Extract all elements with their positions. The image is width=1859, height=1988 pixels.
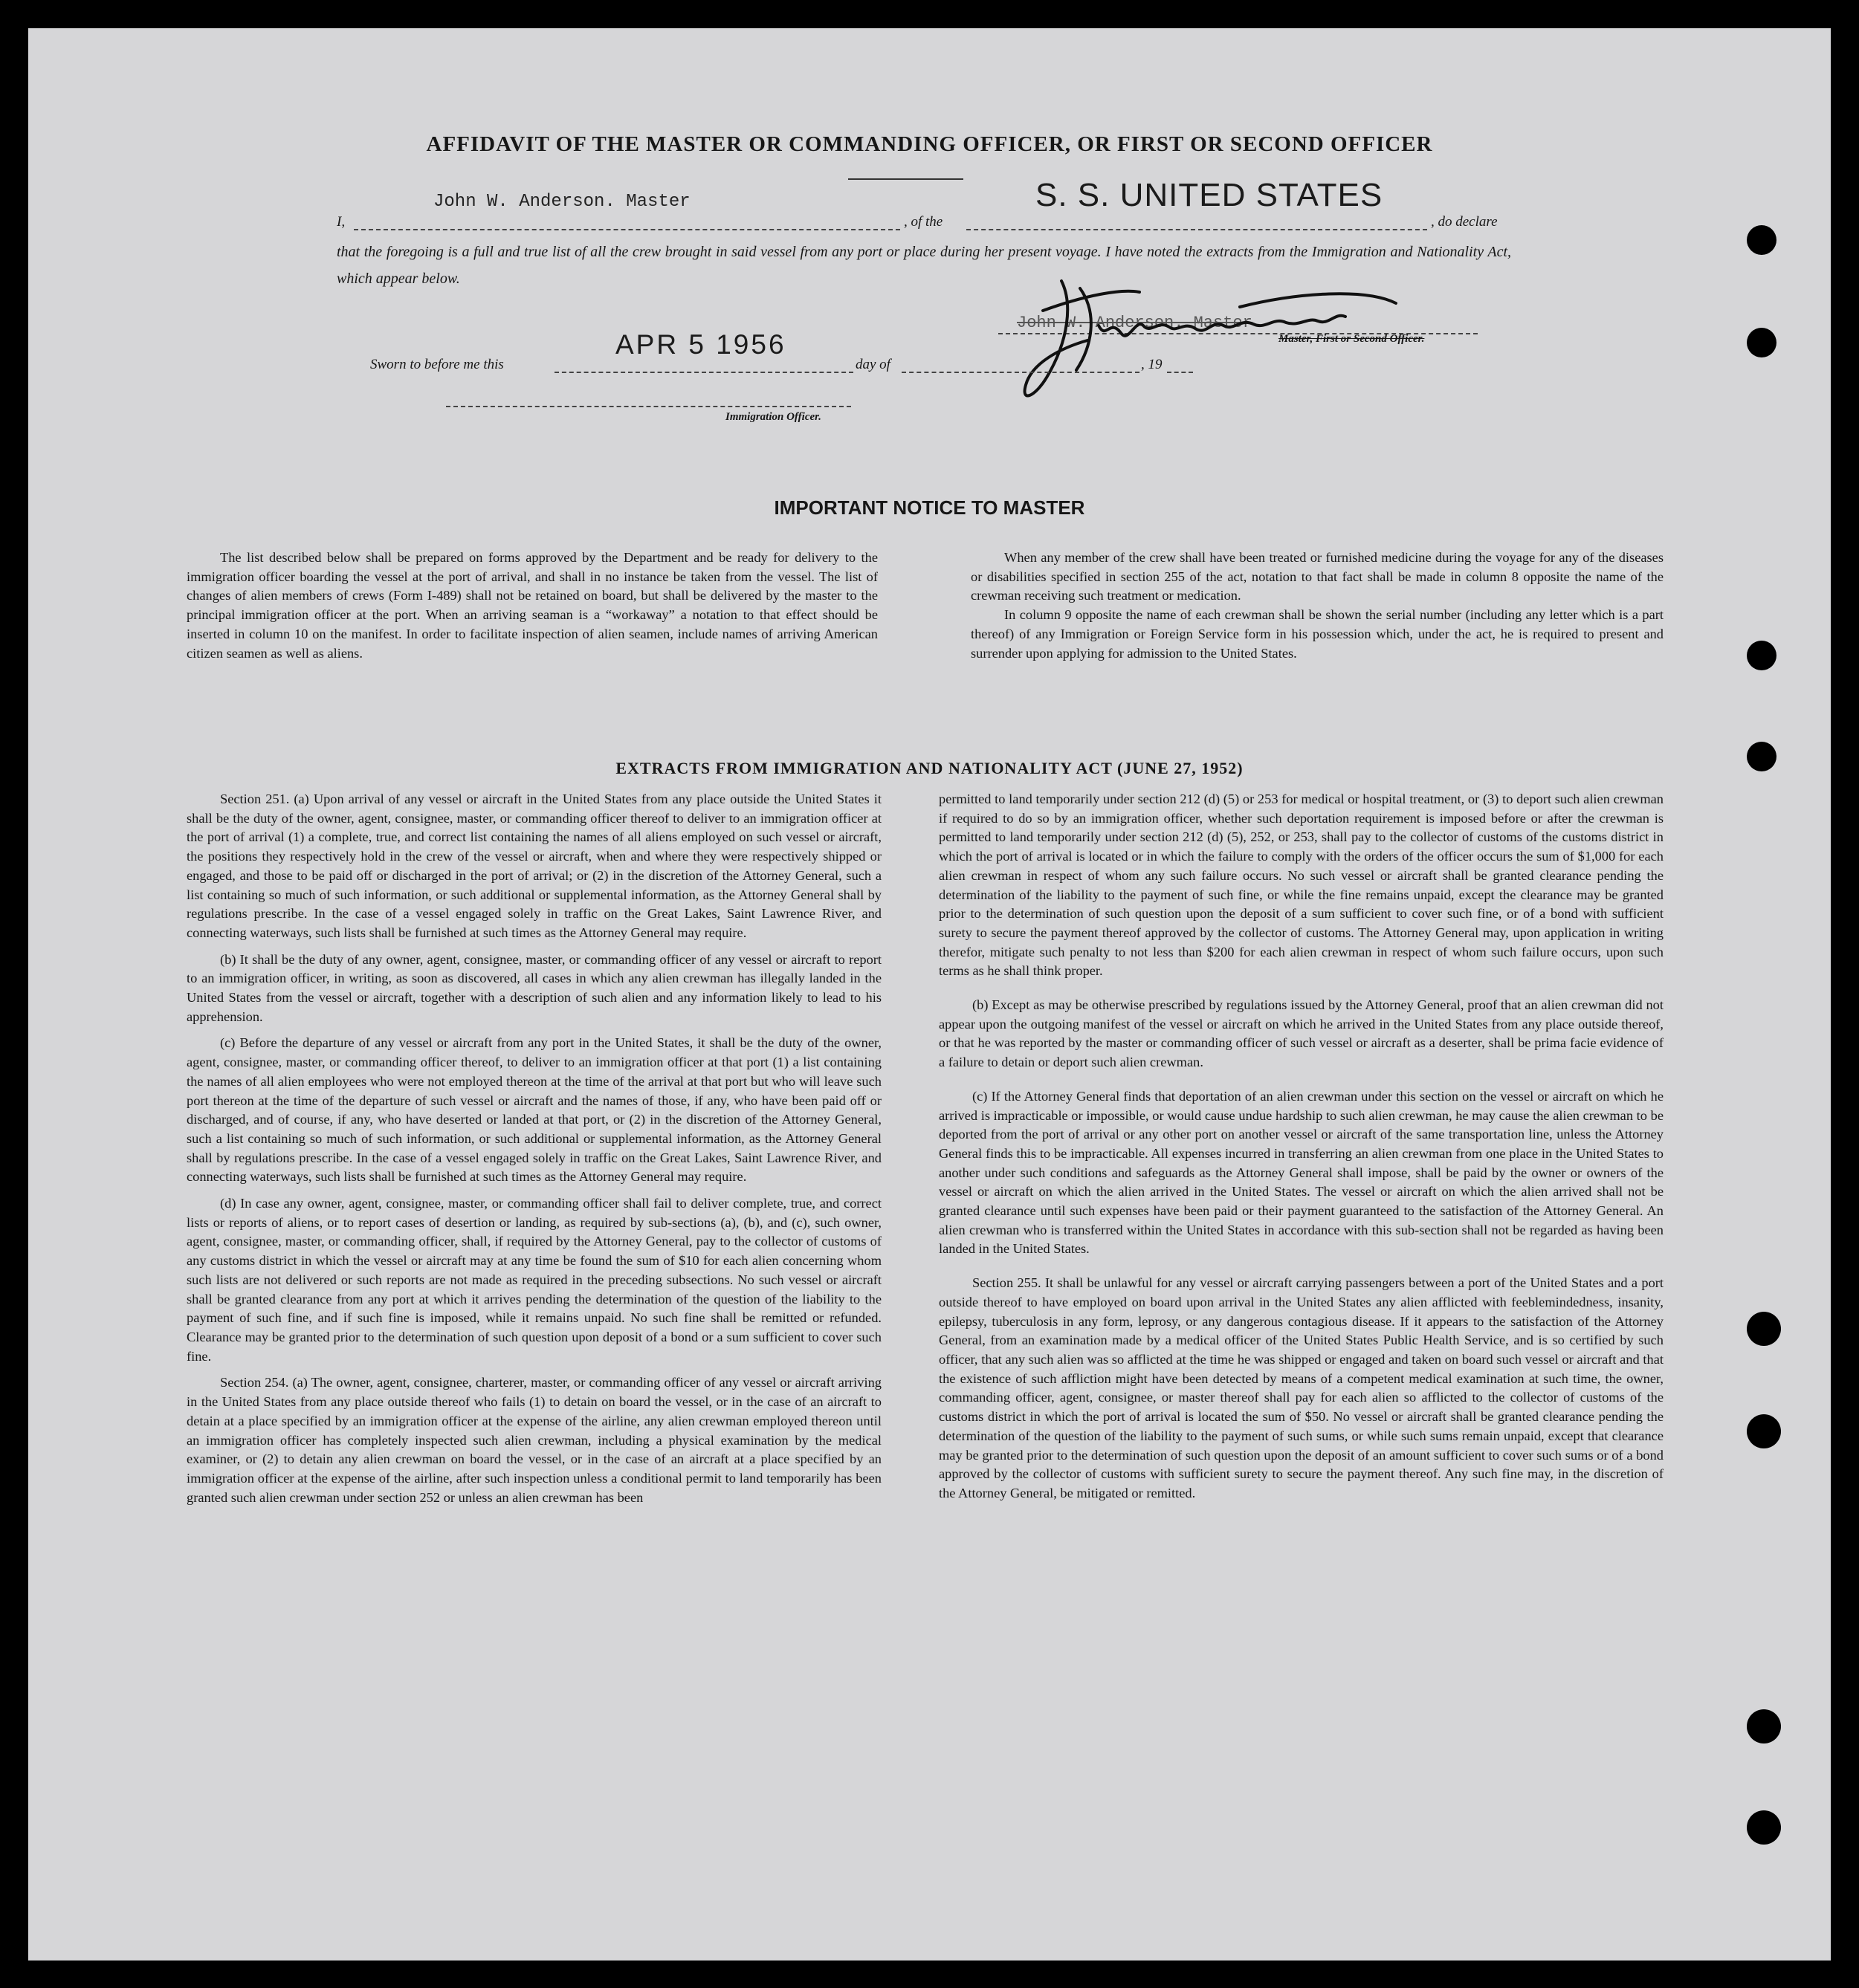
document-page: [28, 28, 1831, 1961]
title-underline: [848, 178, 963, 180]
section-255: Section 255. It shall be unlawful for any vessel or aircraft carrying passengers between a port of the United States and a port outside thereof to have employed on board upon arrival in the United States any alien afflicted with feeblemindedness, insanity, epilepsy, tuberculosis in any form, leprosy, or any dangerous contagious disease. If it appears to the satisfaction of the Attorney General, from an examination made by a medical officer of the United States Public Health Service, and is so certified by such officer, that any such alien was so afflicted at the time he was shipped or engaged and taken on board such vessel or aircraft and that the existence of such affliction might have been detected by means of a competent medical examination at such time, the owner, commanding officer, agent, consignee, or master thereof shall pay for each alien so afflicted to the collector of customs of the customs district in which the port of arrival is located the sum of $50. No vessel or aircraft shall be granted clearance pending the determination of the question of the liability to the payment of such sums, or while such sums remain unpaid, except that clearance may be granted prior to the determination of such question upon the deposit of an amount sufficient to cover such sums or of a bond approved by the collector of customs with sufficient surety to secure the payment thereof. Any such fine may, in the discretion of the Attorney General, be mitigated or remitted.: [939, 1275, 1664, 1500]
section-251-b: (b) It shall be the duty of any owner, agent, consignee, master, or commanding officer of any vessel or aircraft to report to an immigration officer, in writing, as soon as discovered, all cases in which any alien crewman has illegally landed in the United States from the vessel or aircraft, together with a description of such alien and any information likely to lead to his apprehension.: [187, 951, 882, 1024]
extracts-title: EXTRACTS FROM IMMIGRATION AND NATIONALITY ACT (JUNE 27, 1952): [615, 759, 1244, 777]
declaration-text: that the foregoing is a full and true list of all the crew brought in said vessel from any port or place during her present voyage. I have noted the extracts from the Immigration and Nationality Act, which appear below.: [337, 244, 1511, 287]
day-of-label: day of: [856, 357, 890, 372]
date-stamp: APR 5 1956: [615, 329, 786, 360]
binder-hole: [1747, 1709, 1781, 1743]
binder-hole: [1747, 1312, 1781, 1346]
binder-hole: [1747, 1414, 1781, 1448]
vessel-blank-line: [966, 229, 1427, 230]
binder-hole: [1747, 1810, 1781, 1845]
binder-hole: [1747, 225, 1776, 255]
handwritten-signature: [1017, 273, 1403, 437]
extracts-right-column: [939, 790, 1664, 1511]
section-254-a-continued: permitted to land temporarily under section 212 (d) (5) or 253 for medical or hospital treatment, or (3) to deport such alien crewman if required to do so by an immigration officer, whether such deportation requirement is imposed before or after the crewman is permitted to land temporarily under section 212 (d) (5), 252, or 253, shall pay to the collector of customs of the customs district in which the port of arrival is located or in which the failure to comply with the orders of the officer occurs the sum of $1,000 for each alien crewman in respect of whom any such failure occurs. No such vessel or aircraft shall be granted clearance pending the determination of the liability to the payment of such fine, or while the fine remains unpaid, except the clearance may be granted prior to the determination of such question upon the deposit of a sum sufficient to cover such fine, or of a bond with sufficient surety to secure the payment thereof approved by the collector of customs. The Attorney General may, upon application in writing therefor, mitigate such penalty to not less than $200 for each alien crewman in respect of whom such failure occurs, upon such terms as he shall think proper.: [939, 791, 1664, 979]
binder-hole: [1747, 641, 1776, 670]
section-251-c: (c) Before the departure of any vessel or aircraft from any port in the United States, it shall be the duty of the owner, agent, consignee, master, or commanding officer thereof, to deliver to an immigration officer at that port (1) a list containing the names of all alien employees who were not employed thereon at the time of the arrival at that port but who will leave such port thereon at the time of the departure of such vessel or aircraft and the names of those, if any, who have been paid off or discharged, and of course, if any, who have deserted or landed at that port, or (2) in the discretion of the Attorney General, such a list containing so much of such information, or such additional or supplemental information, as the Attorney General shall by regulations prescribe. In the case of a vessel engaged solely in traffic on the Great Lakes, Saint Lawrence River, and connecting waterways, such lists shall be furnished at such times as the Attorney General may require.: [187, 1035, 882, 1185]
section-254-b: (b) Except as may be otherwise prescribed by regulations issued by the Attorney General, proof that an alien crewman did not appear upon the outgoing manifest of the vessel or aircraft on which he arrived in the United States from any place outside thereof, or that he was reported by the master or commanding officer of such vessel or aircraft as a deserter, shall be prima facie evidence of a failure to detain or deport such alien crewman.: [939, 997, 1664, 1070]
i-label: I,: [337, 214, 346, 230]
notice-right-paragraph-2: In column 9 opposite the name of each crewman shall be shown the serial number (including any letter which is a part thereof) of any Immigration or Foreign Service form in his possession which, under the act, he is required to present and surrender upon applying for admission to the United States.: [971, 607, 1664, 661]
sworn-date-line: [555, 372, 853, 373]
master-name-field: John W. Anderson. Master: [433, 192, 691, 212]
year-label: , 19: [1141, 357, 1163, 372]
binder-hole: [1747, 742, 1776, 771]
binder-hole: [1747, 328, 1776, 357]
sworn-label: Sworn to before me this: [370, 357, 504, 372]
notice-right-paragraph-1: When any member of the crew shall have been treated or furnished medicine during the voyage for any of the diseases or disabilities specified in section 255 of the act, notation to that fact shall be made in column 8 opposite the name of the crewman receiving such treatment or medication.: [971, 550, 1664, 603]
vessel-name-stamp: S. S. UNITED STATES: [1035, 177, 1383, 213]
day-of-line: [902, 372, 1139, 373]
year-line: [1167, 372, 1193, 373]
notice-right-column: [971, 548, 1664, 670]
section-251-d: (d) In case any owner, agent, consignee, master, or commanding officer shall fail to deliver complete, true, and correct lists or reports of aliens, or to report cases of desertion or landing, as required by sub-sections (a), (b), and (c), such owner, agent, consignee, master, or commanding officer, shall, if required by the Attorney General, pay to the collector of customs of any customs district in which the vessel or aircraft may at any time be found the sum of $10 for each alien concerning whom such lists are not delivered or such reports are not made as required in the preceding subsections. No such vessel or aircraft shall be granted clearance from any port at which it arrives pending the determination of the question of the liability to the payment of such fine, and if such fine is imposed, while it remains unpaid. No such fine shall be remitted or refunded. Clearance may be granted prior to the determination of such question upon deposit of a bond or a sum sufficient to cover such fine.: [187, 1196, 882, 1364]
typed-signer: John W. Anderson. Master: [1017, 314, 1252, 332]
section-254-a: Section 254. (a) The owner, agent, consignee, charterer, master, or commanding officer of any vessel or aircraft arriving in the United States from any place outside thereof who fails (1) to detain on board the vessel, or in the case of an aircraft to detain at a place specified by an immigration officer at the expense of the airline, any alien crewman employed thereon until an immigration officer has completely inspected such alien crewman, including a physical examination by the medical examiner, or (2) to detain any alien crewman on board the vessel, or in the case of an aircraft at a place specified by an immigration officer at the expense of the airline, after such inspection unless a conditional permit to land temporarily has been granted such alien crewman under section 252 or unless an alien crewman has been: [187, 1375, 882, 1505]
of-the-label: , of the: [904, 214, 943, 230]
immigration-officer-line: [446, 406, 851, 407]
extracts-left-column: [187, 790, 882, 1515]
section-251-a: Section 251. (a) Upon arrival of any vessel or aircraft in the United States from any place outside the United States it shall be the duty of the owner, agent, consignee, master, or commanding officer thereof to deliver to an immigration officer at the port of arrival (1) a complete, true, and correct list containing the names of all aliens employed on such vessel or aircraft, the positions they respectively hold in the crew of the vessel or aircraft, when and where they were respectively shipped or engaged, and those to be paid off or discharged in the port of arrival; or (2) in the discretion of the Attorney General, such a list containing so much of such information, or such additional or supplemental information, as the Attorney General shall by regulations prescribe. In the case of a vessel engaged solely in traffic on the Great Lakes, Saint Lawrence River, and connecting waterways, such lists shall be furnished at such times as the Attorney General may require.: [187, 791, 882, 940]
officer-title-label: Master, First or Second Officer.: [1278, 333, 1425, 345]
section-254-c: (c) If the Attorney General finds that deportation of an alien crewman under this section on the vessel or aircraft on which he arrived is impracticable or impossible, or would cause undue hardship to such alien crewman, he may cause the alien crewman to be deported from the port of arrival or any other port on another vessel or aircraft of the same transportation line, unless the Attorney General finds this to be impracticable. All expenses incurred in transferring an alien crewman from one place in the United States to another under such conditions and safeguards as the Attorney General shall impose, shall be paid by the owner or owners of the vessel or aircraft on which the alien arrived in the United States. The vessel or aircraft on which the alien arrived shall not be granted clearance until such expenses have been paid or their payment guaranteed to the satisfaction of the Attorney General. An alien crewman who is transferred within the United States in accordance with this sub-section shall not be regarded as having been landed in the United States.: [939, 1088, 1664, 1257]
notice-left-paragraph: The list described below shall be prepared on forms approved by the Department and be ready for delivery to the immigration officer boarding the vessel at the port of arrival, and shall in no instance be taken from the vessel. The list of changes of alien members of crews (Form I-489) shall not be retained on board, but shall be delivered by the master to the principal immigration officer at the port. When an arriving seaman is a “workaway” a notation to that effect should be inserted in column 10 on the manifest. In order to facilitate inspection of alien seamen, include names of arriving American citizen seamen as well as aliens.: [187, 550, 878, 661]
notice-title: IMPORTANT NOTICE TO MASTER: [774, 496, 1085, 519]
name-blank-line: [354, 229, 900, 230]
immigration-officer-label: Immigration Officer.: [725, 411, 821, 423]
do-declare-label: , do declare: [1431, 214, 1498, 230]
affidavit-title: AFFIDAVIT OF THE MASTER OR COMMANDING OFFICER, OR FIRST OR SECOND OFFICER: [426, 132, 1433, 156]
notice-left-column: [187, 548, 878, 670]
